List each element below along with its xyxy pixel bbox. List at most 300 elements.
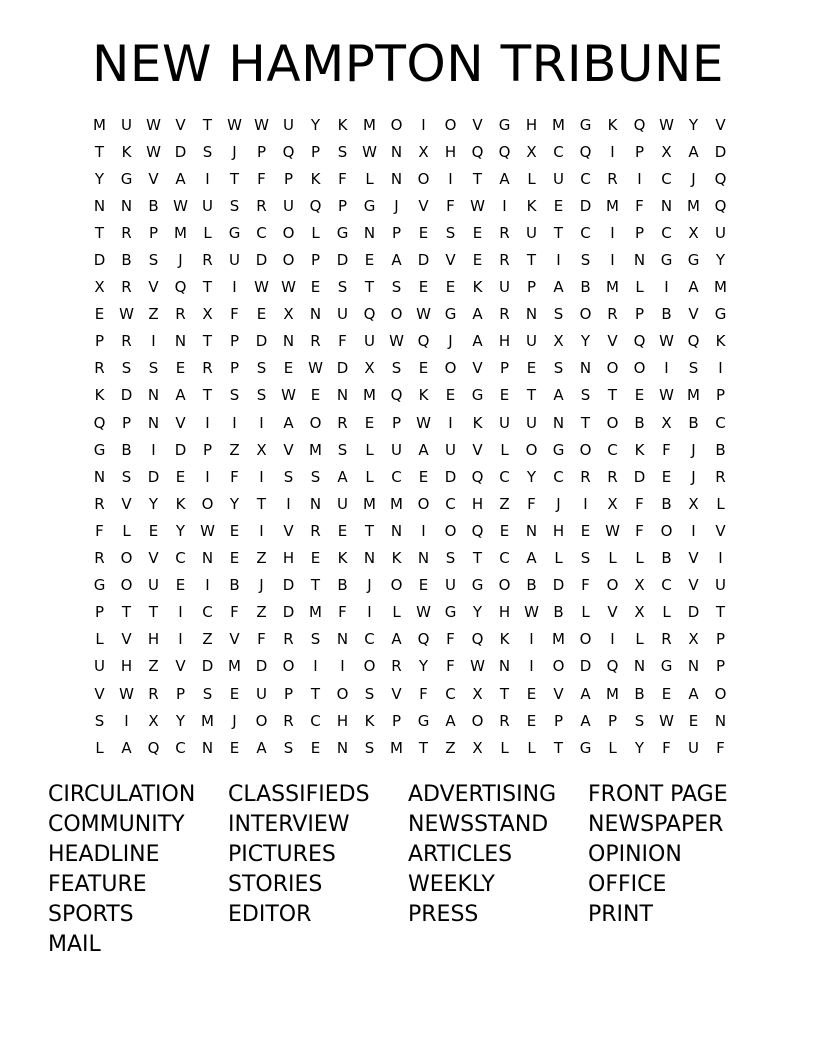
grid-letter[interactable]: U (94, 657, 105, 676)
grid-letter[interactable]: R (607, 467, 618, 486)
grid-letter[interactable]: Y (175, 521, 186, 540)
grid-letter[interactable]: E (310, 549, 321, 568)
grid-letter[interactable]: A (499, 169, 510, 188)
grid-letter[interactable]: T (148, 603, 159, 622)
grid-letter[interactable]: P (229, 359, 240, 378)
grid-letter[interactable]: B (715, 440, 726, 459)
grid-letter[interactable]: U (121, 115, 132, 134)
grid-letter[interactable]: U (553, 169, 564, 188)
grid-letter[interactable]: V (175, 413, 186, 432)
grid-letter[interactable]: Z (202, 630, 213, 649)
grid-letter[interactable]: I (610, 251, 615, 270)
grid-letter[interactable]: D (120, 386, 133, 405)
grid-letter[interactable]: N (633, 657, 646, 676)
grid-letter[interactable]: E (229, 684, 240, 703)
grid-letter[interactable]: D (282, 603, 295, 622)
grid-letter[interactable]: W (362, 142, 377, 161)
grid-letter[interactable]: T (526, 386, 537, 405)
grid-letter[interactable]: W (200, 521, 215, 540)
grid-letter[interactable]: O (120, 549, 133, 568)
grid-letter[interactable]: X (283, 305, 294, 324)
grid-letter[interactable]: T (202, 332, 213, 351)
grid-letter[interactable]: S (283, 467, 294, 486)
grid-letter[interactable]: S (580, 251, 591, 270)
grid-letter[interactable]: L (635, 278, 644, 297)
grid-letter[interactable]: T (418, 738, 429, 757)
grid-letter[interactable]: A (580, 684, 591, 703)
grid-letter[interactable]: N (147, 413, 160, 432)
grid-letter[interactable]: A (391, 251, 402, 270)
grid-letter[interactable]: E (364, 413, 375, 432)
grid-letter[interactable]: E (337, 521, 348, 540)
grid-letter[interactable]: J (178, 251, 183, 270)
grid-letter[interactable]: M (606, 278, 619, 297)
grid-letter[interactable]: F (662, 440, 671, 459)
grid-letter[interactable]: F (338, 332, 347, 351)
grid-letter[interactable]: V (607, 332, 618, 351)
grid-letter[interactable]: S (148, 359, 159, 378)
grid-letter[interactable]: B (229, 576, 240, 595)
grid-letter[interactable]: C (553, 142, 564, 161)
grid-letter[interactable]: R (94, 549, 105, 568)
grid-letter[interactable]: N (309, 305, 322, 324)
grid-letter[interactable]: F (716, 738, 725, 757)
grid-letter[interactable]: M (363, 115, 376, 134)
grid-letter[interactable]: T (472, 169, 483, 188)
grid-letter[interactable]: I (124, 711, 129, 730)
grid-letter[interactable]: O (390, 115, 403, 134)
grid-letter[interactable]: I (259, 413, 264, 432)
grid-letter[interactable]: I (151, 440, 156, 459)
grid-letter[interactable]: U (526, 332, 537, 351)
grid-letter[interactable]: E (472, 223, 483, 242)
grid-letter[interactable]: Q (147, 738, 160, 757)
grid-letter[interactable]: Q (363, 305, 376, 324)
grid-letter[interactable]: F (338, 603, 347, 622)
grid-letter[interactable]: M (309, 603, 322, 622)
grid-letter[interactable]: S (553, 359, 564, 378)
grid-letter[interactable]: S (445, 549, 456, 568)
grid-letter[interactable]: M (201, 711, 214, 730)
grid-letter[interactable]: L (527, 169, 536, 188)
grid-letter[interactable]: O (282, 223, 295, 242)
grid-letter[interactable]: F (446, 630, 455, 649)
grid-letter[interactable]: J (367, 576, 372, 595)
grid-letter[interactable]: J (394, 196, 399, 215)
grid-letter[interactable]: V (121, 630, 132, 649)
grid-letter[interactable]: N (498, 657, 511, 676)
grid-letter[interactable]: R (499, 305, 510, 324)
grid-letter[interactable]: R (202, 359, 213, 378)
grid-letter[interactable]: O (606, 576, 619, 595)
grid-letter[interactable]: B (526, 576, 537, 595)
grid-letter[interactable]: W (416, 603, 431, 622)
grid-letter[interactable]: H (444, 142, 457, 161)
grid-letter[interactable]: O (606, 413, 619, 432)
grid-letter[interactable]: L (122, 521, 131, 540)
grid-letter[interactable]: V (283, 440, 294, 459)
grid-letter[interactable]: B (121, 251, 132, 270)
grid-letter[interactable]: N (201, 549, 214, 568)
grid-letter[interactable]: K (121, 142, 132, 161)
grid-letter[interactable]: E (175, 467, 186, 486)
grid-letter[interactable]: S (634, 711, 645, 730)
grid-letter[interactable]: I (637, 169, 642, 188)
grid-letter[interactable]: N (714, 711, 727, 730)
grid-letter[interactable]: D (336, 251, 349, 270)
grid-letter[interactable]: C (580, 169, 591, 188)
grid-letter[interactable]: Y (715, 251, 726, 270)
grid-letter[interactable]: R (256, 196, 267, 215)
grid-letter[interactable]: V (148, 549, 159, 568)
grid-letter[interactable]: M (363, 386, 376, 405)
grid-letter[interactable]: E (229, 738, 240, 757)
grid-letter[interactable]: S (553, 305, 564, 324)
grid-letter[interactable]: O (498, 576, 511, 595)
grid-letter[interactable]: K (175, 494, 186, 513)
grid-letter[interactable]: Q (417, 630, 430, 649)
grid-letter[interactable]: E (580, 521, 591, 540)
grid-letter[interactable]: X (202, 305, 213, 324)
grid-letter[interactable]: C (445, 494, 456, 513)
grid-letter[interactable]: U (256, 684, 267, 703)
grid-letter[interactable]: G (660, 657, 673, 676)
grid-letter[interactable]: R (283, 711, 294, 730)
grid-letter[interactable]: M (93, 115, 106, 134)
grid-letter[interactable]: N (93, 467, 106, 486)
grid-letter[interactable]: Z (499, 494, 510, 513)
grid-letter[interactable]: W (227, 115, 242, 134)
grid-letter[interactable]: E (418, 278, 429, 297)
grid-letter[interactable]: J (691, 440, 696, 459)
grid-letter[interactable]: I (610, 223, 615, 242)
grid-letter[interactable]: V (283, 521, 294, 540)
grid-letter[interactable]: E (634, 386, 645, 405)
grid-letter[interactable]: A (553, 386, 564, 405)
grid-letter[interactable]: O (714, 684, 727, 703)
grid-letter[interactable]: D (633, 467, 646, 486)
grid-letter[interactable]: I (583, 494, 588, 513)
grid-letter[interactable]: S (337, 278, 348, 297)
grid-letter[interactable]: G (471, 576, 484, 595)
grid-letter[interactable]: A (418, 440, 429, 459)
grid-letter[interactable]: Q (633, 332, 646, 351)
grid-letter[interactable]: O (363, 657, 376, 676)
grid-letter[interactable]: Q (282, 142, 295, 161)
grid-letter[interactable]: T (202, 115, 213, 134)
grid-letter[interactable]: W (146, 115, 161, 134)
grid-letter[interactable]: Y (148, 494, 159, 513)
grid-letter[interactable]: V (688, 576, 699, 595)
grid-letter[interactable]: D (282, 576, 295, 595)
grid-letter[interactable]: N (336, 386, 349, 405)
grid-letter[interactable]: O (633, 359, 646, 378)
grid-letter[interactable]: F (446, 657, 455, 676)
grid-letter[interactable]: M (714, 278, 727, 297)
grid-letter[interactable]: Y (310, 115, 321, 134)
grid-letter[interactable]: W (524, 603, 539, 622)
grid-letter[interactable]: D (444, 467, 457, 486)
grid-letter[interactable]: W (659, 115, 674, 134)
grid-letter[interactable]: K (499, 630, 510, 649)
grid-letter[interactable]: Q (471, 142, 484, 161)
grid-letter[interactable]: Y (94, 169, 105, 188)
grid-letter[interactable]: A (175, 169, 186, 188)
grid-letter[interactable]: E (661, 684, 672, 703)
grid-letter[interactable]: G (120, 169, 133, 188)
grid-letter[interactable]: S (364, 738, 375, 757)
grid-letter[interactable]: S (256, 386, 267, 405)
grid-letter[interactable]: T (607, 386, 618, 405)
grid-letter[interactable]: C (499, 467, 510, 486)
grid-letter[interactable]: S (688, 359, 699, 378)
grid-letter[interactable]: B (337, 576, 348, 595)
grid-letter[interactable]: C (661, 223, 672, 242)
grid-letter[interactable]: F (95, 521, 104, 540)
grid-letter[interactable]: T (715, 603, 726, 622)
grid-letter[interactable]: K (391, 549, 402, 568)
grid-letter[interactable]: R (580, 467, 591, 486)
grid-letter[interactable]: W (281, 386, 296, 405)
grid-letter[interactable]: Q (471, 521, 484, 540)
grid-letter[interactable]: I (178, 603, 183, 622)
grid-letter[interactable]: N (363, 223, 376, 242)
grid-letter[interactable]: E (229, 549, 240, 568)
grid-letter[interactable]: U (499, 278, 510, 297)
grid-letter[interactable]: O (282, 251, 295, 270)
grid-letter[interactable]: P (607, 711, 618, 730)
grid-letter[interactable]: X (634, 603, 645, 622)
grid-letter[interactable]: U (526, 413, 537, 432)
grid-letter[interactable]: U (688, 738, 699, 757)
grid-letter[interactable]: Z (148, 657, 159, 676)
grid-letter[interactable]: A (121, 738, 132, 757)
grid-letter[interactable]: S (391, 359, 402, 378)
grid-letter[interactable]: V (472, 359, 483, 378)
grid-letter[interactable]: F (446, 196, 455, 215)
grid-letter[interactable]: X (148, 711, 159, 730)
grid-letter[interactable]: W (146, 142, 161, 161)
grid-letter[interactable]: S (148, 251, 159, 270)
grid-letter[interactable]: A (472, 332, 483, 351)
grid-letter[interactable]: X (472, 684, 483, 703)
grid-letter[interactable]: X (661, 413, 672, 432)
grid-letter[interactable]: S (94, 711, 105, 730)
grid-letter[interactable]: N (120, 196, 133, 215)
grid-letter[interactable]: L (635, 549, 644, 568)
grid-letter[interactable]: H (147, 630, 160, 649)
grid-letter[interactable]: E (175, 576, 186, 595)
grid-letter[interactable]: I (448, 413, 453, 432)
grid-letter[interactable]: A (283, 413, 294, 432)
grid-letter[interactable]: C (580, 223, 591, 242)
grid-letter[interactable]: L (500, 440, 509, 459)
grid-letter[interactable]: I (259, 521, 264, 540)
grid-letter[interactable]: A (688, 684, 699, 703)
grid-letter[interactable]: R (94, 494, 105, 513)
grid-letter[interactable]: K (94, 386, 105, 405)
grid-letter[interactable]: V (148, 278, 159, 297)
grid-letter[interactable]: T (553, 223, 564, 242)
grid-letter[interactable]: E (418, 576, 429, 595)
grid-letter[interactable]: A (688, 278, 699, 297)
grid-letter[interactable]: H (498, 332, 511, 351)
grid-letter[interactable]: U (229, 251, 240, 270)
grid-letter[interactable]: Y (526, 467, 537, 486)
grid-letter[interactable]: E (94, 305, 105, 324)
grid-letter[interactable]: R (121, 223, 132, 242)
grid-letter[interactable]: O (336, 684, 349, 703)
grid-letter[interactable]: V (175, 657, 186, 676)
grid-letter[interactable]: D (687, 603, 700, 622)
grid-letter[interactable]: M (552, 115, 565, 134)
grid-letter[interactable]: S (364, 684, 375, 703)
grid-letter[interactable]: R (499, 251, 510, 270)
grid-letter[interactable]: M (606, 684, 619, 703)
grid-letter[interactable]: G (444, 603, 457, 622)
grid-letter[interactable]: R (148, 684, 159, 703)
grid-letter[interactable]: D (201, 657, 214, 676)
grid-letter[interactable]: R (121, 278, 132, 297)
grid-letter[interactable]: K (472, 278, 483, 297)
grid-letter[interactable]: I (313, 657, 318, 676)
grid-letter[interactable]: I (232, 278, 237, 297)
grid-letter[interactable]: A (337, 467, 348, 486)
grid-letter[interactable]: I (205, 467, 210, 486)
grid-letter[interactable]: V (418, 196, 429, 215)
grid-letter[interactable]: G (714, 305, 727, 324)
grid-letter[interactable]: X (688, 223, 699, 242)
grid-letter[interactable]: R (283, 630, 294, 649)
grid-letter[interactable]: E (445, 386, 456, 405)
grid-letter[interactable]: X (364, 359, 375, 378)
grid-letter[interactable]: K (337, 549, 348, 568)
grid-letter[interactable]: V (229, 630, 240, 649)
grid-letter[interactable]: D (147, 467, 160, 486)
grid-letter[interactable]: N (147, 386, 160, 405)
grid-letter[interactable]: S (391, 278, 402, 297)
grid-letter[interactable]: O (417, 494, 430, 513)
grid-letter[interactable]: X (472, 738, 483, 757)
grid-letter[interactable]: V (553, 684, 564, 703)
grid-letter[interactable]: O (579, 440, 592, 459)
grid-letter[interactable]: C (175, 549, 186, 568)
grid-letter[interactable]: I (502, 196, 507, 215)
grid-letter[interactable]: T (229, 169, 240, 188)
grid-letter[interactable]: I (718, 359, 723, 378)
grid-letter[interactable]: D (579, 196, 592, 215)
grid-letter[interactable]: X (688, 494, 699, 513)
grid-letter[interactable]: P (202, 440, 213, 459)
grid-letter[interactable]: C (661, 576, 672, 595)
grid-letter[interactable]: R (499, 711, 510, 730)
grid-letter[interactable]: M (606, 196, 619, 215)
grid-letter[interactable]: W (416, 305, 431, 324)
grid-letter[interactable]: Z (148, 305, 159, 324)
grid-letter[interactable]: G (444, 305, 457, 324)
grid-letter[interactable]: E (310, 278, 321, 297)
grid-letter[interactable]: P (526, 278, 537, 297)
grid-letter[interactable]: U (715, 223, 726, 242)
grid-letter[interactable]: V (688, 305, 699, 324)
grid-letter[interactable]: D (255, 657, 268, 676)
grid-letter[interactable]: Y (418, 657, 429, 676)
grid-letter[interactable]: N (336, 630, 349, 649)
grid-letter[interactable]: O (552, 657, 565, 676)
grid-letter[interactable]: Z (256, 603, 267, 622)
grid-letter[interactable]: W (173, 196, 188, 215)
grid-letter[interactable]: V (121, 494, 132, 513)
grid-letter[interactable]: B (688, 413, 699, 432)
grid-letter[interactable]: N (390, 142, 403, 161)
grid-letter[interactable]: O (525, 440, 538, 459)
grid-letter[interactable]: S (580, 549, 591, 568)
grid-letter[interactable]: U (283, 115, 294, 134)
grid-letter[interactable]: P (175, 684, 186, 703)
grid-letter[interactable]: S (121, 359, 132, 378)
grid-letter[interactable]: L (203, 223, 212, 242)
grid-letter[interactable]: C (175, 738, 186, 757)
grid-letter[interactable]: H (552, 521, 565, 540)
grid-letter[interactable]: T (202, 278, 213, 297)
grid-letter[interactable]: U (283, 196, 294, 215)
grid-letter[interactable]: S (256, 359, 267, 378)
grid-letter[interactable]: T (526, 251, 537, 270)
grid-letter[interactable]: S (310, 467, 321, 486)
grid-letter[interactable]: R (94, 359, 105, 378)
grid-letter[interactable]: C (202, 603, 213, 622)
grid-letter[interactable]: T (202, 386, 213, 405)
grid-letter[interactable]: E (256, 305, 267, 324)
grid-letter[interactable]: H (471, 494, 484, 513)
grid-letter[interactable]: T (256, 494, 267, 513)
grid-letter[interactable]: S (310, 630, 321, 649)
grid-letter[interactable]: U (499, 413, 510, 432)
grid-letter[interactable]: Q (714, 196, 727, 215)
grid-letter[interactable]: C (499, 549, 510, 568)
grid-letter[interactable]: G (552, 440, 565, 459)
grid-letter[interactable]: P (391, 711, 402, 730)
grid-letter[interactable]: C (310, 711, 321, 730)
grid-letter[interactable]: A (391, 630, 402, 649)
grid-letter[interactable]: V (445, 251, 456, 270)
grid-letter[interactable]: K (715, 332, 726, 351)
grid-letter[interactable]: W (119, 684, 134, 703)
grid-letter[interactable]: P (634, 223, 645, 242)
grid-letter[interactable]: P (310, 142, 321, 161)
grid-letter[interactable]: O (201, 494, 214, 513)
grid-letter[interactable]: T (310, 576, 321, 595)
grid-letter[interactable]: D (552, 576, 565, 595)
grid-letter[interactable]: Z (256, 549, 267, 568)
grid-letter[interactable]: V (472, 440, 483, 459)
grid-letter[interactable]: V (94, 684, 105, 703)
grid-letter[interactable]: Y (175, 711, 186, 730)
grid-letter[interactable]: P (634, 305, 645, 324)
grid-letter[interactable]: F (527, 494, 536, 513)
grid-letter[interactable]: O (309, 413, 322, 432)
grid-letter[interactable]: F (581, 576, 590, 595)
grid-letter[interactable]: I (205, 413, 210, 432)
grid-letter[interactable]: T (580, 413, 591, 432)
grid-letter[interactable]: R (310, 521, 321, 540)
grid-letter[interactable]: M (390, 738, 403, 757)
grid-letter[interactable]: J (259, 576, 264, 595)
grid-letter[interactable]: Q (606, 657, 619, 676)
grid-letter[interactable]: U (445, 576, 456, 595)
grid-letter[interactable]: J (232, 142, 237, 161)
grid-letter[interactable]: L (635, 630, 644, 649)
